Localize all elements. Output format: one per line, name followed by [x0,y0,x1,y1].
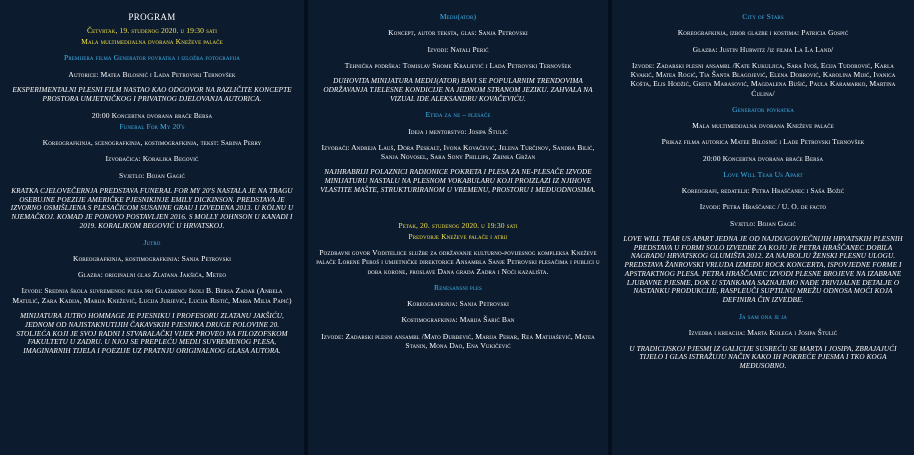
concert-time-2: 20:00 Koncertna dvorana braće Bersa [702,153,824,163]
city-title: City of Stars [742,12,784,21]
etida-idea: Ideja i mentorstvo: Josipa Štulić [408,126,508,136]
program-column-3 [612,0,914,455]
renaissance-costume: Kostimografkinja: Marija Šarić Ban [401,315,515,325]
mediator-title: Medij(ator) [439,12,477,21]
etida-performers: Izvođači: Andreja Lauš, Dora Peskalt, Ivona Kovačević, Jelena Turčinov, Sandra Bilić, Sanja Novosel, Sara Sony Phillips, Zrinka Gržan [321,142,595,162]
venue-atrium: Predvorje Kneževe palače i atrij [408,231,508,241]
experimental-film-text: EKSPERIMENTALNI PLESNI FILM NASTAO KAO ODGOVOR NA RAZLIČITE KONCEPTE PROSTORA UMJETNIČKOG I PRIVATNOG DJELOVANJA AUTORICA. [12,85,292,103]
funeral-light: Svjetlo: Bojan Gagić [118,170,185,180]
love-title: Love Will Tear Us Apart [723,169,803,179]
ja-title: Ja sam ona je ja [739,312,787,321]
jutro-credits: Koreografkinja, kostimografkinja: Sanja Petrovski [73,253,231,263]
authors-line: Autorice: Matea Bilosnić i Lada Petrovski Ternovšek [68,69,236,79]
program-column-1 [0,0,304,455]
ja-credits: Izvedba i kreacija: Marta Kolega i Josipa Štulić [688,328,838,338]
concert-time: 20:00 Koncertna dvorana braće Bersa [91,110,213,120]
renaissance-choreo: Koreografkinja: Sanja Petrovski [407,299,509,309]
ja-description: U TRADICIJSKOJ PJESMI IZ GALICIJE SUSREĆU SE MARTA I JOSIPA, ZBRAJAJUĆI TIJELO I GLAS ISTRAŽUJU NAČIN KAKO IH POKREĆE PJESMA I TKO KOGA MEĐUSOBNO. [629,344,897,371]
mediator-tech: Tehnička podrška: Tomislav Shome Kraljević i Lada Petrovski Ternovšek [344,60,572,70]
jutro-title: Jutro [143,237,161,247]
generator-venue: Mala multimedijalna dvorana Kneževe palače [692,121,834,130]
love-light: Svjetlo: Bojan Gagić [729,218,796,228]
mediator-description: DUHOVITA MINIJATURA MEDIJ(ATOR) BAVI SE POPULARNIM TRENDOVIMA ODRŽAVANJA TJELESNE KONDICIJE NA JEDNOM STRANOM JEZIKU. ZAHVALA NA VIZUAL IDE ALEKSANDRU KOVAČEVIĆU. [323,77,593,103]
mediator-performer: Izvodi: Natali Perić [427,44,489,54]
city-music: Glazba: Justin Hurwitz /iz filma La La Land/ [692,44,834,54]
funeral-credits: Koreografkinja, scenografkinja, kostimografkinja, tekst: Sabina Perry [42,138,262,148]
etida-title: Etida za ne – plesače [425,110,491,120]
renaissance-title: Renesansni ples [434,282,482,292]
jutro-description: MINIJATURA JUTRO HOMMAGE JE PJESNIKU I PROFESORU ZLATANU JAKŠIĆU, JEDNOM OD NAJISTAKNUTIJIH ČAKAVSKIH PJESNIKA DRUGE POLOVINE 20. STOLJEĆA KOJI JE SVOJ RADNI I STVARALAČKI VIJEK PROVEO NA FILOZOFSKOM FAKULTETU U ZADRU. U NJOJ SE PREPLEĆU MEDIJ SUVREMENOG PLESA, IMAGINARNIH TIJELA I POEZIJE UZ PRATNJU ORIGINALNOG GLASA AUTORA. [16,311,288,356]
premiere-heading: Premijera filma Generator povratka i izložba fotografija [64,53,240,63]
program-title: PROGRAM [128,12,176,22]
funeral-description: KRATKA CJELOVEČERNJA PREDSTAVA FUNERAL FOR MY 20'S NASTALA JE NA TRAGU OSEBUJNE POEZIJE AMERIČKE PJESNIKINJE EMILY DICKINSON. PREDSTAVA JE IZVORNO OSMIŠLJENA S PLESAČICOM SUSANNE GRAU I IZVEDENA 2013. U KÖLNU U NJEMAČKOJ. KOMAD JE PONOVO POSTAVLJEN 2016. S MOLLY JOHNSON U KANADI I 2019. KORALJKOM BEGOVIĆ U HRVATSKOJ. [10,186,294,230]
date-friday: Petak, 20. studenog 2020. u 19:30 sati [398,220,518,230]
etida-description: NAJHRABRIJI POLAZNICI RADIONICE POKRETA I PLESA ZA NE-PLESAČE IZVODE MINIJATURU NASTALU NA PLESNOM VOKABULARU KOJI PROIZLAZI IZ NJIHOVE VLASTITE MAŠTE, STRUKTURIRANOM U VREMENU, PROSTORU I MEĐUODNOSIMA. [320,168,596,194]
date-thursday: Četvrtak, 19. studenog 2020. u 19:30 sati [86,25,218,35]
city-credits: Koreografkinja, izbor glazbe i kostima: Patricia Gospić [677,28,849,38]
love-performer: Izvodi: Petra Hraščanec / U. O. de facto [699,202,827,212]
jutro-performers: Izvodi: Srednja škola suvremenog plesa pri Glazbenoj školi B. Bersa Zadar (Anđela Matulić, Zara Kadija, Marija Knežević, Lucija Jurjević, Lucija Ristić, Maria Milia Papić) [12,286,292,305]
love-description: LOVE WILL TEAR US APART JEDNA JE OD NAJDUGOVJEČNIJIH HRVATSKIH PLESNIH PREDSTAVA U FORMI SOLO IZVEDBE ZA KOJU JE PETRA HRAŠČANEC DOBILA NAGRADU HRVATSKOG GLUMIŠTA 2012. ZA NAJBOLJU ŽENSKI PLESNU ULOGU. PREDSTAVA ŽANROVSKI VRLUDA IZMEĐU ROCK KONCERTA, ISPOVJEDNE FORME I APSTRAKTNOG PLESA. PETRA HRAŠČANEC IZVODI PLESNE BROJEVE NA IZABRANE LJUBAVNE PJESME, DOK U STANKAMA SAZNAJEMO NAĐE TRIVIJALNE DETALJE O NASTANKU PRODUKCIJE, RASPLEUČI SUPTILNU MREŽU ODNOSA MOĆI KOJA DEFINIRA ČIN IZVEDBE. [623,234,903,305]
program-column-2 [308,0,608,455]
funeral-performer: Izvođačica: Koraljka Begović [105,154,199,164]
venue-small-hall: Mala multimedijalna dvorana Kneževe palače [81,37,223,47]
generator-title: Generator povratka [732,104,794,114]
generator-film: Prikaz filma autorica Matee Bilosnić i Lade Petrovski Ternovšek [661,137,865,147]
mediator-concept: Koncept, autor teksta, glas: Sanja Petrovski [388,28,528,38]
welcome-speech: Pozdravni govor Voditeljice službe za održavanje kulturno-povijesnog kompleksa Kneževe palače Lorene Peroš i umjetničke direktorice Ansambla Sanje Petrovski plesačima i publici u doba korone, proslave Dana grada Zadra i Noći kazališta. [316,248,600,276]
renaissance-performers: Izvode: Zadarski plesni ansambl /Mato Đurđević, Marija Pehar, Rea Matijašević, Matea Stanin, Mona Dao, Ena Vukičević [321,331,595,350]
jutro-music: Glazba: originalni glas Zlatana Jakšića, Meteo [77,270,227,280]
funeral-title: Funeral For My 20's [119,121,185,131]
city-performers: Izvode: Zadarski plesni ansambl /Kate Kukuljica, Sara Ivoš, Ecija Tudorović, Karla Kvakić, Matea Rogić, Tia Šanta Blagojević, Elena Dobrović, Karolina Mijić, Ivanica Košta, Elis Hodžić, Greta Marasović, Magdalena Bušić, Paula Karamarko, Martina Ćulina/ [630,60,896,98]
love-directors: Koreografi, redatelji: Petra Hraščanec i Saša Božić [681,186,845,195]
